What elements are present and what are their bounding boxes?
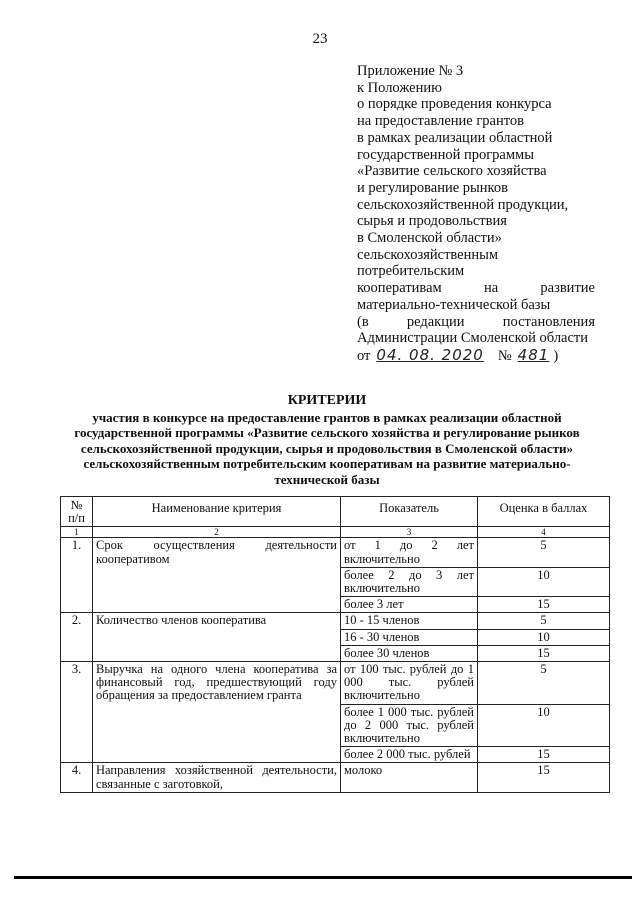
table-row [61,763,610,792]
appendix-line: государственной программы [357,146,534,163]
appendix-block [357,63,595,365]
indicator-cell: более 2 000 тыс. рублей [341,747,478,763]
appendix-word: постановления [502,313,595,330]
appendix-line: в Смоленской области» [357,230,502,247]
score-cell: 5 [478,662,610,705]
score-cell: 10 [478,704,610,747]
resolution-prefix: от [357,347,371,364]
page-bottom-rule [14,876,632,879]
header-cell: Оценка в баллах [478,497,610,527]
criterion-number: 3. [61,662,93,763]
appendix-line [357,314,595,331]
resolution-date: 04. 08. 2020 [376,345,484,364]
criterion-number: 2. [61,613,93,662]
criteria-subtitle-line: участия в конкурсе на предоставление грантов в рамках реализации областной [92,409,562,425]
criteria-heading [52,393,602,487]
score-cell: 15 [478,763,610,792]
appendix-word: кооперативам [357,280,442,297]
column-number-row [61,527,610,538]
header-cell: № п/п [61,497,93,527]
criteria-subtitle-line: сельскохозяйственной продукции, сырья и продовольствия в Смоленской области» [80,440,574,456]
column-number: 3 [341,527,478,538]
appendix-line: на предоставление грантов [357,113,524,130]
appendix-line [357,280,595,297]
appendix-line: в рамках реализации областной [357,129,553,146]
column-number: 2 [93,527,341,538]
table-row [61,538,610,567]
indicator-cell: от 100 тыс. рублей до 1 000 тыс. рублей включительно [341,662,478,705]
criteria-subtitle-line: государственной программы «Развитие сельского хозяйства и регулирование рынков [74,425,580,440]
indicator-cell: более 2 до 3 лет включительно [341,567,478,596]
appendix-line: материально-технической базы [357,296,551,313]
criterion-name: Количество членов кооператива [93,613,341,662]
criterion-name: Срок осуществления деятельности кооперативом [93,538,341,613]
criterion-name: Направления хозяйственной деятельности, связанные с заготовкой, [93,763,341,792]
indicator-cell: более 3 лет [341,597,478,613]
appendix-word: (в [357,313,369,330]
indicator-cell: 10 - 15 членов [341,613,478,629]
appendix-line: к Положению [357,79,442,96]
page-number: 23 [312,31,328,47]
indicator-cell: молоко [341,763,478,792]
header-cell: Показатель [341,497,478,527]
criterion-number: 4. [61,763,93,792]
appendix-word: развитие [540,280,595,297]
score-cell: 10 [478,567,610,596]
table-row [61,613,610,629]
resolution-close: ) [553,347,559,364]
resolution-number-sign: № [497,347,512,364]
indicator-cell: 16 - 30 членов [341,629,478,645]
score-cell: 15 [478,645,610,661]
appendix-line: «Развитие сельского хозяйства [357,163,547,180]
indicator-cell: более 30 членов [341,645,478,661]
criterion-number: 1. [61,538,93,613]
criteria-subtitle-line: технической базы [274,471,380,487]
appendix-line: сельскохозяйственным [357,246,499,263]
indicator-cell: более 1 000 тыс. рублей до 2 000 тыс. рублей включительно [341,704,478,747]
header-cell: Наименование критерия [93,497,341,527]
indicator-cell: от 1 до 2 лет включительно [341,538,478,567]
criteria-subtitle-line: сельскохозяйственным потребительским кооперативам на развитие материально- [83,456,571,471]
score-cell: 15 [478,747,610,763]
resolution-reference [357,347,595,365]
resolution-number: 481 [517,345,550,364]
score-cell: 10 [478,629,610,645]
score-cell: 15 [478,597,610,613]
appendix-word: редакции [406,313,465,330]
appendix-line: сырья и продовольствия [357,213,507,230]
appendix-line: Администрации Смоленской области [357,330,589,347]
appendix-line: и регулирование рынков [357,179,508,196]
criterion-name: Выручка на одного члена кооператива за финансовый год, предшествующий году обращения за предоставлением гранта [93,662,341,763]
appendix-line: потребительским [357,263,465,280]
score-cell: 5 [478,538,610,567]
appendix-word: на [483,280,499,297]
table-row [61,662,610,705]
appendix-line: Приложение № 3 [357,63,464,79]
criteria-title: КРИТЕРИИ [287,393,367,408]
score-cell: 5 [478,613,610,629]
appendix-line: о порядке проведения конкурса [357,96,552,113]
column-number: 4 [478,527,610,538]
appendix-line: сельскохозяйственной продукции, [357,196,569,213]
column-number: 1 [61,527,93,538]
criteria-table [60,496,610,793]
table-header-row [61,497,610,527]
